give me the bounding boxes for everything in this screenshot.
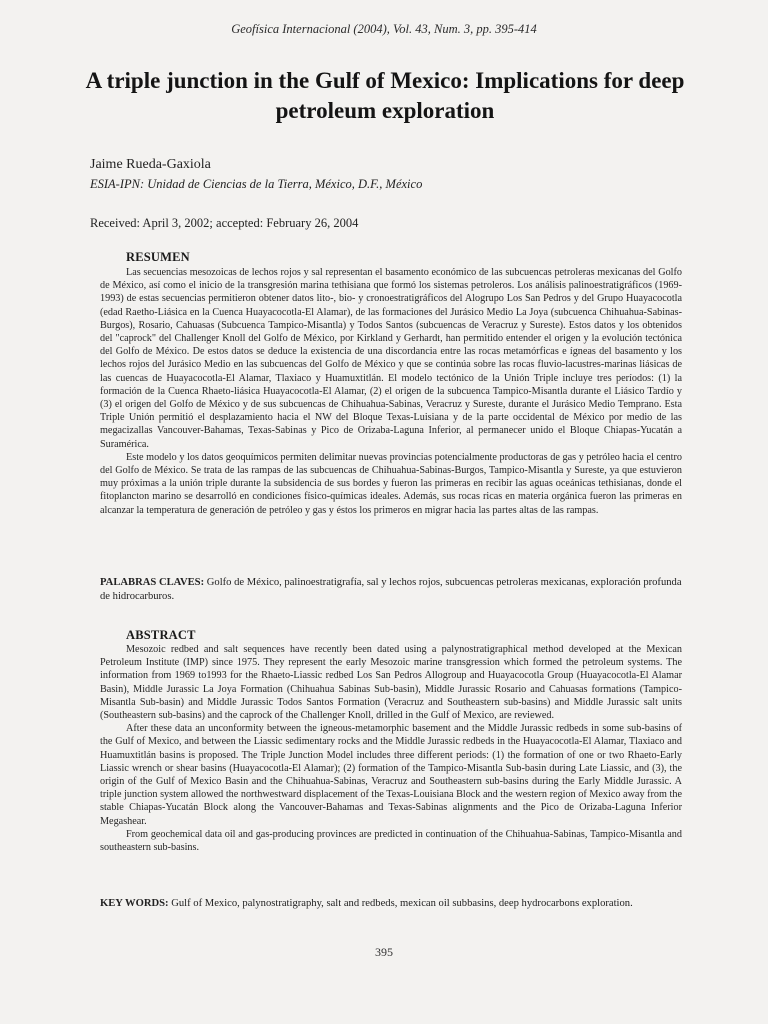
running-head: Geofísica Internacional (2004), Vol. 43, Num. 3, pp. 395-414 <box>231 22 537 36</box>
resumen-paragraph: Las secuencias mesozoicas de lechos rojos y sal representan el basamento económico de las subcuencas petroleras mexicanas del Golfo de México, así como el inicio de la transgresión marina tethisiana que formó los sistemas petroleros. Los análisis palinoestratigráficos (1969-1993) de estas secuencias permitieron obtener datos lito-, bio- y cronoestratigráficos del Alogrupo Los San Pedros y del Grupo Huayacocotla (edad Raetho-Liásica en la Cuenca Huayacocotla-El Alamar), de las formaciones del Jurásico Medio La Joya (subcuenca Chihuahua-Sabinas-Burgos), Rosario, Cahuasas (Subcuenca Tampico-Misantla) y Todos Santos (subcuencas de Veracruz y Sureste). Estos datos y los obtenidos del "caprock" del Challenger Knoll del Golfo de México, por Kirkland y Gerhardt, han permitido entender el origen y la evolución tectónica del Golfo de México. De estos datos se deduce la existencia de una discordancia entre las rocas metamórficas e ígneas del basamento y los lechos rojos del Jurásico Medio en las subcuencas del Golfo de México y que se continúa sobre las rocas fluvio-lacustres-marinas liásicas de las cuencas de Huayacocotla-El Alamar, Tlaxiaco y Huamuxtitlán. El modelo tectónico de la Unión Triple incluye tres períodos: (1) la formación de la Cuenca Rhaeto-liásica Huayacocotla-El Alamar, (2) el origen de la subcuenca Tampico-Misantla durante el Liásico Tardío y (3) el origen del Golfo de México y de sus subcuencas de Chihuahua-Sabinas, Veracruz y Sureste, durante el Jurásico Medio Temprano. Esta Triple Unión permitió el desplazamiento hacia el NW del Bloque Texas-Luisiana y de la parte occidental de México por medio de las megacizallas Vancouver-Bahamas, Texas-Sabinas y Pico de Orizaba-Laguna Inferior, al permanecer unido el Bloque Chiapas-Yucatán a Suramérica. <box>100 267 682 450</box>
abstract-paragraph: Mesozoic redbed and salt sequences have recently been dated using a palynostratigraphical method developed at the Mexican Petroleum Institute (IMP) since 1975. They represent the early Mesozoic marine transgression which formed the petroleum systems. The information from 1969 to1993 for the Rhaeto-Liassic redbed Los San Pedros Allogroup and Huayacocotla Group (Huayacocotla-El Alamar Basin), Middle Jurassic La Joya Formation (Chihuahua Sabinas Sub-basin), Middle Jurassic Rosario and Cahuasas formations (Tampico-Misantla Sub-basin) and Middle Jurassic Todos Santos Formation (Veracruz and Southeastern sub-basins) and Middle Jurassic salt units (Southeastern sub-basins) and the caprock of the Challenger Knoll, drilled in the Gulf of Mexico, are reviewed. <box>100 644 682 722</box>
abstract-body <box>100 643 682 854</box>
resumen-paragraph: Este modelo y los datos geoquímicos permiten delimitar nuevas provincias potencialmente productoras de gas y petróleo hacia el centro del Golfo de México. Se trata de las rampas de las subcuencas de Chihuahua-Sabinas-Burgos, Tampico-Misantla y Sureste, ya que estuvieron muy próximas a la unión triple durante la subsidencia de sus bordes y fueron las primeras en recibir las aguas oceánicas tethisianas, donde el fitoplancton marino se desarrolló en condiciones físico-químicas ideales. Además, sus rocas ricas en materia orgánica fueron las primeras en alcanzar la temperatura de generación de petróleo y gas y éstos los primeros en migrar hacia las partes altas de las rampas. <box>100 451 682 516</box>
resumen-heading: RESUMEN <box>126 250 190 264</box>
key-words-label: KEY WORDS: <box>100 898 169 909</box>
palabras-claves-text: Golfo de México, palinoestratigrafía, sal y lechos rojos, subcuencas petroleras mexicanas, exploración profunda de hidrocarburos. <box>100 577 682 602</box>
key-words <box>100 897 690 911</box>
key-words-text: Gulf of Mexico, palynostratigraphy, salt and redbeds, mexican oil subbasins, deep hydrocarbons exploration. <box>171 898 633 909</box>
palabras-claves-label: PALABRAS CLAVES: <box>100 577 205 588</box>
abstract-paragraph: After these data an unconformity between the igneous-metamorphic basement and the Middle Jurassic redbeds in some sub-basins of the Gulf of Mexico, and between the Liassic sedimentary rocks and the Middle Jurassic redbeds in the Huayacocotla-El Alamar, Tlaxiaco and Huamuxtitlán basins is proposed. The Triple Junction Model includes three different periods: (1) the formation of one or two Rhaeto-Early Liassic wrench or shear basins (Huayacocotla-El Alamar); (2) formation of the Tampico-Misantla Sub-basin during Late Liassic, and (3), the origin of the Gulf of Mexico Basin and the Chihuahua-Sabinas, Veracruz and Southeastern sub-basins during the Early Middle Jurassic. A triple junction system allowed the northwestward displacement of the Texas-Louisiana Block and the western region of Mexico away from the stable Chiapas-Yucatán Block along the Vancouver-Bahamas and Texas-Sabinas alignments and the Pico de Orizaba-Laguna Inferior Megashear. <box>100 723 682 827</box>
abstract-paragraph: From geochemical data oil and gas-producing provinces are predicted in continuation of the Chihuahua-Sabinas, Tampico-Misantla and southeastern sub-basins. <box>100 828 682 854</box>
author-affiliation: ESIA-IPN: Unidad de Ciencias de la Tierra, México, D.F., México <box>90 177 423 191</box>
resumen-body <box>100 266 682 517</box>
abstract-heading: ABSTRACT <box>126 628 196 642</box>
page-number: 395 <box>375 945 393 959</box>
received-dates: Received: April 3, 2002; accepted: February 26, 2004 <box>90 216 359 230</box>
article-title: A triple junction in the Gulf of Mexico: Implications for deep petroleum exploration <box>85 68 685 123</box>
palabras-claves <box>100 576 690 604</box>
author-name: Jaime Rueda-Gaxiola <box>90 157 211 172</box>
